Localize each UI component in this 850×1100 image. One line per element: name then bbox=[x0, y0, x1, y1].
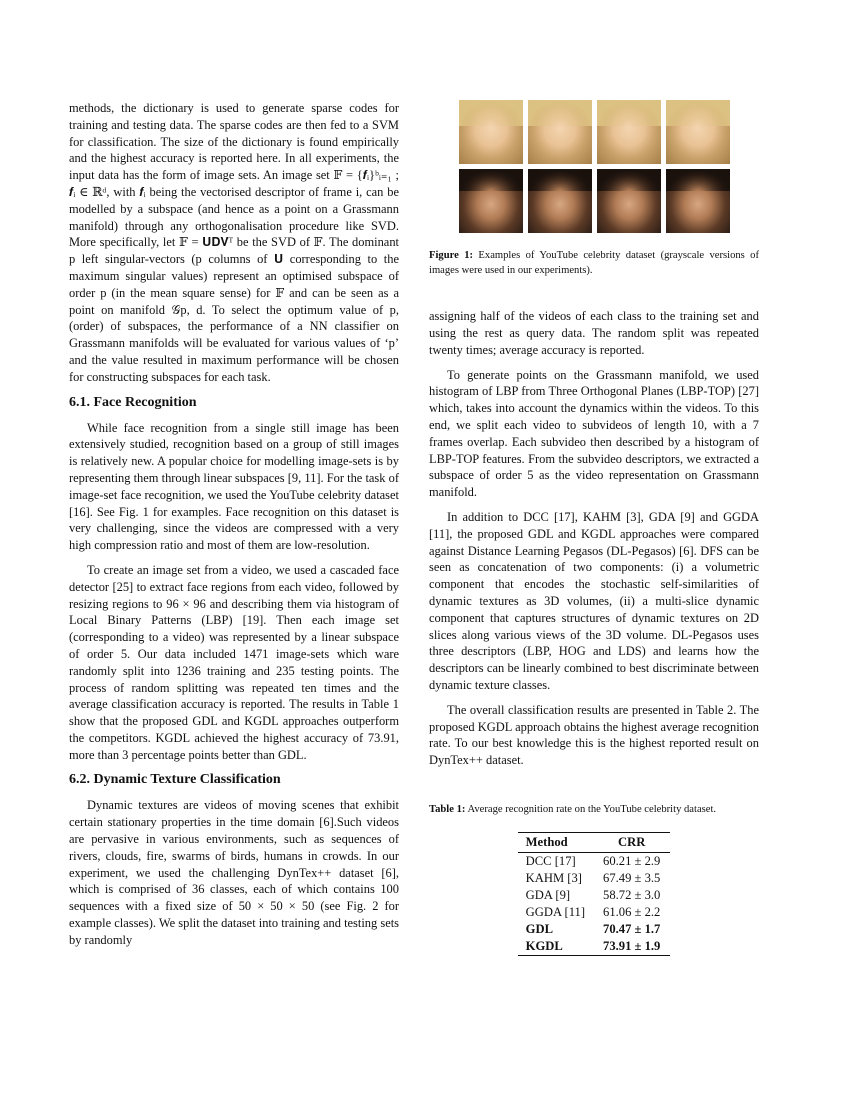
face-image bbox=[666, 169, 730, 233]
paragraph-right-3: In addition to DCC [17], KAHM [3], GDA [9] and GGDA [11], the proposed GDL and KGDL approaches were compared against Distance Learning Pegasos (DL-Pegasos) [6]. DFS can be seen as concatenation of two components: (i) a volumetric component that encodes the stochastic self-similarities of dynamic textures as 3D volumes, (ii) a multi-slice dynamic component that captures structures of dynamic textures on 2D slices along various views of the 3D volume. DL-Pegasos uses three descriptors (LBP, HOG and LDS) and learns how the descriptors can be linearly combined to best discriminate between dynamic texture classes. bbox=[429, 509, 759, 692]
figure-1-image-grid bbox=[459, 100, 730, 233]
cell-crr: 67.49 ± 3.5 bbox=[603, 870, 661, 885]
cell-method: GGDA [11] bbox=[525, 904, 586, 919]
paragraph-intro: methods, the dictionary is used to generate sparse codes for training and testing data. The sparse codes are then fed to a SVM for classification. The size of the dictionary is found empirically and the highest accuracy is reported here. In all experiments, the input data has the form of image sets. An image set 𝔽 = {𝒇ᵢ}ᵇᵢ₌₁ ; 𝒇ᵢ ∈ ℝᵈ, with 𝒇ᵢ being the vectorised descriptor of frame i, can be modelled by a subspace (and hence as a point on a Grassmann manifold) through any orthogonalisation procedure like SVD. More specifically, let 𝔽 = 𝐔𝐃𝐕ᵀ be the SVD of 𝔽. The dominant p left singular-vectors (p columns of 𝐔 corresponding to the maximum singular values) represent an optimised subspace of order p (in the mean square sense) for 𝔽 and can be seen as a point on manifold 𝒢p, d. To select the optimum value of p, (order) of subspaces, the performance of a NN classifier on Grassmann manifolds will be evaluated for various values of ‘p’ and the value resulted in maximum performance will be chosen for constructing subspaces for each task. bbox=[69, 101, 399, 384]
cell-crr: 73.91 ± 1.9 bbox=[595, 938, 670, 956]
face-image bbox=[459, 169, 523, 233]
table-row bbox=[518, 904, 671, 921]
cell-crr: 70.47 ± 1.7 bbox=[603, 921, 661, 936]
results-table bbox=[518, 832, 671, 956]
cell-method: KAHM [3] bbox=[525, 870, 582, 885]
left-column bbox=[69, 100, 399, 957]
figure-1-caption-text: Examples of YouTube celebrity dataset (grayscale versions of images were used in our experiments). bbox=[429, 250, 759, 276]
cell-method: KGDL bbox=[518, 938, 595, 956]
paragraph-right-1: assigning half of the videos of each class to the training set and using the rest as query data. The random split was repeated twenty times; average accuracy is reported. bbox=[429, 309, 759, 357]
face-image bbox=[528, 100, 592, 164]
paragraph-face-1: While face recognition from a single still image has been extensively studied, recognition based on a group of still images is relatively new. A popular choice for modelling image-sets is by representing them through linear subspaces [9, 11]. For the task of image-set face recognition, we used the YouTube celebrity dataset [16]. See Fig. 1 for examples. Face recognition on this dataset is very challenging, since the videos are compressed with a very high compression ratio and most of them are low-resolution. bbox=[69, 420, 399, 553]
paragraph-right-4: The overall classification results are presented in Table 2. The proposed KGDL approach obtains the highest average recognition rate. To our best knowledge this is the highest reported result on DynTex++ dataset. bbox=[429, 702, 759, 768]
table-row bbox=[518, 887, 671, 904]
figure-1 bbox=[429, 100, 759, 278]
figure-1-caption-label: Figure 1: bbox=[429, 250, 474, 261]
table-row bbox=[518, 921, 671, 938]
cell-method: GDL bbox=[525, 921, 553, 936]
face-image bbox=[666, 100, 730, 164]
table-1-caption-label: Table 1: bbox=[429, 803, 466, 815]
table-1-caption-text: Average recognition rate on the YouTube celebrity dataset. bbox=[467, 803, 717, 815]
cell-crr: 58.72 ± 3.0 bbox=[603, 887, 661, 902]
face-image bbox=[528, 169, 592, 233]
cell-crr: 61.06 ± 2.2 bbox=[603, 904, 661, 919]
section-heading-face-recognition: 6.1. Face Recognition bbox=[69, 394, 197, 410]
paragraph-right-2: To generate points on the Grassmann manifold, we used histogram of LBP from Three Orthogonal Planes (LBP-TOP) [27] which, takes into account the dynamics within the videos. To this end, we split each video to subvideos of length 10, with a 7 frames overlap. Each subvideo then described by a histogram of LBP-TOP features. From the subvideo descriptors, we extracted a subspace of order 5 as the video representation on Grassmann manifold. bbox=[429, 367, 759, 500]
column-header-method: Method bbox=[518, 832, 595, 852]
section-heading-dynamic-texture: 6.2. Dynamic Texture Classification bbox=[69, 772, 281, 788]
face-image bbox=[597, 100, 661, 164]
table-row bbox=[518, 938, 671, 956]
face-image bbox=[459, 100, 523, 164]
cell-method: DCC [17] bbox=[525, 853, 576, 868]
right-column bbox=[429, 100, 759, 956]
paragraph-texture-1: Dynamic textures are videos of moving scenes that exhibit certain stationary properties in the time domain [6].Such videos are pervasive in various environments, such as sequences of rivers, clouds, fire, swarms of birds, humans in crowds. In our experiment, we used the challenging DynTex++ dataset [6], which is comprised of 36 classes, each of which contains 100 sequences with a fixed size of 50 × 50 × 50 (see Fig. 2 for example classes). We split the dataset into training and testing sets by randomly bbox=[69, 798, 400, 947]
cell-crr: 60.21 ± 2.9 bbox=[603, 853, 661, 868]
table-1-caption bbox=[429, 803, 759, 818]
cell-method: GDA [9] bbox=[525, 887, 571, 902]
face-image bbox=[597, 169, 661, 233]
table-header-row bbox=[518, 832, 671, 852]
column-header-crr: CRR bbox=[595, 832, 670, 852]
table-row bbox=[518, 852, 671, 870]
paragraph-face-2: To create an image set from a video, we used a cascaded face detector [25] to extract face regions from each video, followed by resizing regions to 96 × 96 and describing them via histogram of Local Binary Patterns (LBP) [19]. Then each image set (corresponding to a video) was represented by a linear subspace of order 5. Our data included 1471 image-sets which ware randomly split into 1236 training and 235 testing points. The process of random splitting was repeated ten times and the average classification accuracy is reported. The results in Table 1 show that the proposed GDL and KGDL approaches outperform the competitors. KGDL achieved the highest accuracy of 73.91, more than 3 percentage points better than GDL. bbox=[69, 562, 399, 762]
figure-1-caption bbox=[429, 249, 759, 278]
table-row bbox=[518, 870, 671, 887]
